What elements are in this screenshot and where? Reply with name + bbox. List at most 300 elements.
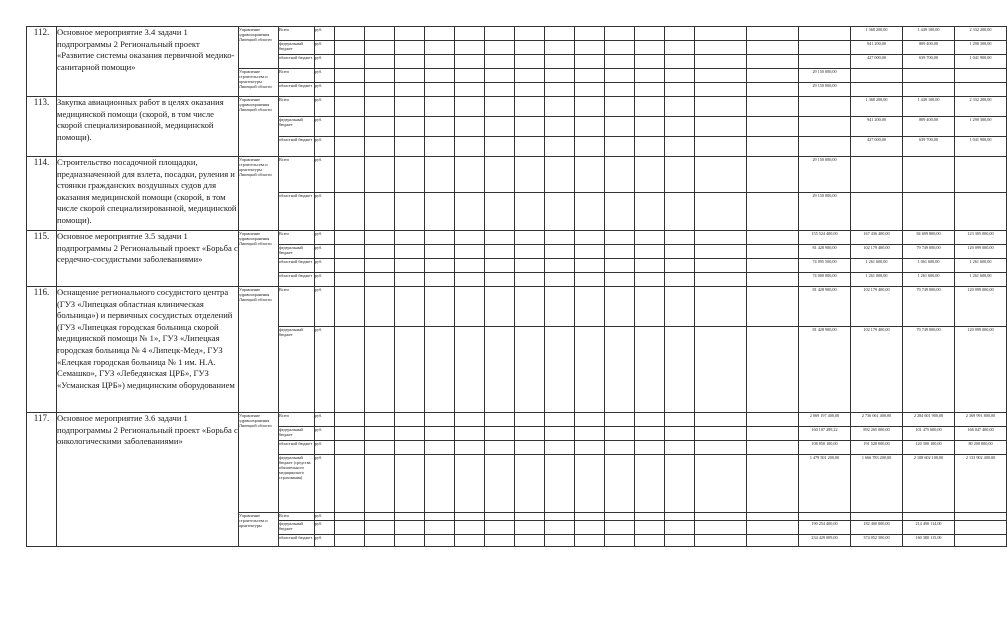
table-row bbox=[27, 287, 1007, 327]
value-cell: 1 261 000,00 bbox=[851, 273, 903, 287]
value-cell bbox=[747, 117, 799, 137]
empty-cell bbox=[455, 97, 485, 117]
value-cell bbox=[747, 535, 799, 547]
row-number: 117. bbox=[27, 413, 57, 547]
program-financing-table bbox=[26, 26, 1007, 547]
value-cell: 80 200 000,00 bbox=[955, 441, 1007, 455]
empty-cell bbox=[365, 521, 395, 535]
value-cell bbox=[955, 535, 1007, 547]
empty-cell bbox=[575, 287, 605, 327]
empty-cell bbox=[335, 427, 365, 441]
empty-cell bbox=[635, 513, 665, 521]
empty-cell bbox=[455, 427, 485, 441]
empty-cell bbox=[545, 55, 575, 69]
empty-cell bbox=[335, 327, 365, 413]
empty-cell bbox=[515, 535, 545, 547]
empty-cell bbox=[515, 97, 545, 117]
funding-source: областной бюджет bbox=[279, 83, 315, 97]
value-cell bbox=[747, 27, 799, 41]
empty-cell bbox=[545, 117, 575, 137]
empty-cell bbox=[635, 193, 665, 231]
empty-cell bbox=[575, 521, 605, 535]
value-cell: 81 428 900,00 bbox=[799, 287, 851, 327]
value-cell bbox=[851, 513, 903, 521]
empty-cell bbox=[665, 535, 695, 547]
empty-cell bbox=[365, 327, 395, 413]
funding-source: Всего bbox=[279, 287, 315, 327]
value-cell bbox=[695, 273, 747, 287]
value-cell bbox=[851, 69, 903, 83]
unit: руб. bbox=[315, 231, 335, 245]
empty-cell bbox=[605, 513, 635, 521]
empty-cell bbox=[455, 137, 485, 157]
empty-cell bbox=[665, 69, 695, 83]
value-cell bbox=[747, 273, 799, 287]
empty-cell bbox=[425, 157, 455, 193]
row-number: 113. bbox=[27, 97, 57, 157]
empty-cell bbox=[365, 245, 395, 259]
empty-cell bbox=[575, 259, 605, 273]
empty-cell bbox=[335, 117, 365, 137]
unit: руб. bbox=[315, 193, 335, 231]
value-cell bbox=[695, 427, 747, 441]
empty-cell bbox=[665, 117, 695, 137]
empty-cell bbox=[665, 137, 695, 157]
empty-cell bbox=[665, 441, 695, 455]
unit: руб. bbox=[315, 513, 335, 521]
empty-cell bbox=[335, 273, 365, 287]
unit: руб. bbox=[315, 97, 335, 117]
value-cell bbox=[747, 427, 799, 441]
empty-cell bbox=[485, 97, 515, 117]
empty-cell bbox=[455, 41, 485, 55]
empty-cell bbox=[545, 455, 575, 513]
empty-cell bbox=[455, 273, 485, 287]
empty-cell bbox=[425, 69, 455, 83]
empty-cell bbox=[635, 535, 665, 547]
value-cell bbox=[955, 193, 1007, 231]
empty-cell bbox=[335, 83, 365, 97]
value-cell: 120 099 000,00 bbox=[955, 287, 1007, 327]
empty-cell bbox=[665, 97, 695, 117]
empty-cell bbox=[455, 245, 485, 259]
empty-cell bbox=[635, 273, 665, 287]
empty-cell bbox=[515, 287, 545, 327]
empty-cell bbox=[515, 69, 545, 83]
value-cell: 190 254 400,00 bbox=[799, 521, 851, 535]
value-cell: 234 429 009,00 bbox=[799, 535, 851, 547]
empty-cell bbox=[515, 259, 545, 273]
value-cell bbox=[695, 455, 747, 513]
executor: Управление строительства и архитектуры Липецкой области bbox=[239, 69, 279, 97]
empty-cell bbox=[395, 193, 425, 231]
empty-cell bbox=[635, 137, 665, 157]
empty-cell bbox=[365, 83, 395, 97]
empty-cell bbox=[335, 27, 365, 41]
unit: руб. bbox=[315, 259, 335, 273]
funding-source: областной бюджет bbox=[279, 259, 315, 273]
empty-cell bbox=[485, 521, 515, 535]
empty-cell bbox=[335, 193, 365, 231]
value-cell bbox=[695, 245, 747, 259]
empty-cell bbox=[575, 327, 605, 413]
value-cell: 1 041 900,00 bbox=[955, 55, 1007, 69]
empty-cell bbox=[485, 245, 515, 259]
empty-cell bbox=[545, 259, 575, 273]
executor: Управление здравоохранения Липецкой области bbox=[239, 287, 279, 413]
value-cell: 108 850 100,00 bbox=[799, 441, 851, 455]
empty-cell bbox=[545, 287, 575, 327]
value-cell: 155 524 400,00 bbox=[799, 231, 851, 245]
value-cell bbox=[903, 513, 955, 521]
empty-cell bbox=[665, 259, 695, 273]
empty-cell bbox=[335, 441, 365, 455]
table-row bbox=[27, 97, 1007, 117]
empty-cell bbox=[605, 137, 635, 157]
value-cell bbox=[851, 157, 903, 193]
value-cell: 1 449 100,00 bbox=[903, 97, 955, 117]
empty-cell bbox=[395, 231, 425, 245]
value-cell bbox=[903, 83, 955, 97]
value-cell: 639 700,00 bbox=[903, 55, 955, 69]
empty-cell bbox=[635, 259, 665, 273]
value-cell: 2 369 991 800,00 bbox=[955, 413, 1007, 427]
value-cell bbox=[747, 413, 799, 427]
value-cell: 81 428 900,00 bbox=[799, 327, 851, 413]
funding-source: областной бюджет bbox=[279, 55, 315, 69]
empty-cell bbox=[545, 27, 575, 41]
empty-cell bbox=[485, 27, 515, 41]
empty-cell bbox=[605, 231, 635, 245]
empty-cell bbox=[425, 455, 455, 513]
empty-cell bbox=[665, 83, 695, 97]
empty-cell bbox=[575, 97, 605, 117]
value-cell: 1 368 200,00 bbox=[851, 97, 903, 117]
empty-cell bbox=[425, 55, 455, 69]
empty-cell bbox=[395, 413, 425, 427]
funding-source: федеральный бюджет bbox=[279, 117, 315, 137]
value-cell: 166 047 400,00 bbox=[955, 427, 1007, 441]
unit: руб. bbox=[315, 521, 335, 535]
empty-cell bbox=[605, 27, 635, 41]
empty-cell bbox=[515, 413, 545, 427]
empty-cell bbox=[485, 193, 515, 231]
executor: Управление строительства и архитектуры bbox=[239, 513, 279, 547]
value-cell: 120 300 100,00 bbox=[903, 441, 955, 455]
empty-cell bbox=[425, 27, 455, 41]
empty-cell bbox=[665, 521, 695, 535]
value-cell: 1 479 501 200,00 bbox=[799, 455, 851, 513]
value-cell bbox=[955, 157, 1007, 193]
value-cell: 120 099 000,00 bbox=[955, 327, 1007, 413]
empty-cell bbox=[545, 69, 575, 83]
funding-source: Всего bbox=[279, 231, 315, 245]
empty-cell bbox=[395, 259, 425, 273]
funding-source: федеральный бюджет bbox=[279, 245, 315, 259]
empty-cell bbox=[665, 245, 695, 259]
empty-cell bbox=[425, 427, 455, 441]
empty-cell bbox=[485, 441, 515, 455]
empty-cell bbox=[455, 27, 485, 41]
empty-cell bbox=[635, 157, 665, 193]
value-cell bbox=[695, 193, 747, 231]
empty-cell bbox=[485, 117, 515, 137]
empty-cell bbox=[515, 231, 545, 245]
empty-cell bbox=[605, 273, 635, 287]
empty-cell bbox=[575, 513, 605, 521]
value-cell bbox=[747, 83, 799, 97]
empty-cell bbox=[395, 535, 425, 547]
event-name: Закупка авиационных работ в целях оказания медицинской помощи (скорой, в том числе скорой специализированной, медицинской помощи). bbox=[57, 97, 239, 157]
empty-cell bbox=[665, 27, 695, 41]
empty-cell bbox=[635, 413, 665, 427]
empty-cell bbox=[605, 55, 635, 69]
funding-source: федеральный бюджет bbox=[279, 521, 315, 535]
empty-cell bbox=[635, 427, 665, 441]
unit: руб. bbox=[315, 455, 335, 513]
value-cell bbox=[695, 231, 747, 245]
empty-cell bbox=[665, 157, 695, 193]
value-cell bbox=[747, 193, 799, 231]
value-cell bbox=[799, 137, 851, 157]
empty-cell bbox=[575, 157, 605, 193]
value-cell: 809 400,00 bbox=[903, 41, 955, 55]
empty-cell bbox=[365, 259, 395, 273]
value-cell bbox=[695, 137, 747, 157]
empty-cell bbox=[425, 137, 455, 157]
empty-cell bbox=[335, 41, 365, 55]
value-cell bbox=[747, 245, 799, 259]
empty-cell bbox=[605, 83, 635, 97]
empty-cell bbox=[485, 535, 515, 547]
executor: Управление здравоохранения Липецкой области bbox=[239, 97, 279, 157]
empty-cell bbox=[425, 521, 455, 535]
empty-cell bbox=[545, 41, 575, 55]
value-cell: 1 261 600,00 bbox=[955, 259, 1007, 273]
empty-cell bbox=[515, 193, 545, 231]
executor: Управление здравоохранения Липецкой области bbox=[239, 413, 279, 513]
empty-cell bbox=[395, 455, 425, 513]
empty-cell bbox=[425, 193, 455, 231]
event-name: Оснащение регионального сосудистого центра (ГУЗ «Липецкая областная клиническая больница») и первичных сосудистых отделений (ГУЗ «Липецкая городская больница скорой медицинской помощи № 1», ГУЗ «Липецкая городская больница № 4 «Липецк-Мед», ГУЗ «Елецкая городская больница № 1 им. Н.А. Семашко», ГУЗ «Лебедянская ЦРБ», ГУЗ «Усманская ЦРБ») медицинским оборудованием bbox=[57, 287, 239, 413]
empty-cell bbox=[365, 413, 395, 427]
value-cell: 29 150 000,00 bbox=[799, 193, 851, 231]
empty-cell bbox=[635, 327, 665, 413]
empty-cell bbox=[545, 327, 575, 413]
empty-cell bbox=[635, 245, 665, 259]
empty-cell bbox=[485, 137, 515, 157]
unit: руб. bbox=[315, 137, 335, 157]
empty-cell bbox=[515, 455, 545, 513]
funding-source: федеральный бюджет bbox=[279, 327, 315, 413]
empty-cell bbox=[485, 327, 515, 413]
value-cell: 1 290 300,00 bbox=[955, 41, 1007, 55]
empty-cell bbox=[455, 193, 485, 231]
empty-cell bbox=[605, 69, 635, 83]
empty-cell bbox=[425, 513, 455, 521]
empty-cell bbox=[485, 259, 515, 273]
empty-cell bbox=[425, 535, 455, 547]
empty-cell bbox=[365, 55, 395, 69]
empty-cell bbox=[635, 83, 665, 97]
empty-cell bbox=[455, 259, 485, 273]
empty-cell bbox=[335, 97, 365, 117]
value-cell bbox=[747, 97, 799, 117]
empty-cell bbox=[605, 327, 635, 413]
empty-cell bbox=[455, 535, 485, 547]
value-cell bbox=[747, 41, 799, 55]
empty-cell bbox=[455, 55, 485, 69]
empty-cell bbox=[545, 273, 575, 287]
empty-cell bbox=[575, 69, 605, 83]
value-cell bbox=[851, 193, 903, 231]
empty-cell bbox=[365, 193, 395, 231]
empty-cell bbox=[455, 455, 485, 513]
event-name: Основное мероприятие 3.5 задачи 1 подпрограммы 2 Региональный проект «Борьба с сердечно-сосудистыми заболеваниями» bbox=[57, 231, 239, 287]
unit: руб. bbox=[315, 535, 335, 547]
empty-cell bbox=[395, 69, 425, 83]
empty-cell bbox=[545, 427, 575, 441]
empty-cell bbox=[455, 441, 485, 455]
empty-cell bbox=[485, 231, 515, 245]
empty-cell bbox=[395, 427, 425, 441]
unit: руб. bbox=[315, 55, 335, 69]
empty-cell bbox=[605, 535, 635, 547]
empty-cell bbox=[395, 83, 425, 97]
funding-source: Всего bbox=[279, 157, 315, 193]
empty-cell bbox=[635, 97, 665, 117]
empty-cell bbox=[365, 231, 395, 245]
empty-cell bbox=[335, 69, 365, 83]
empty-cell bbox=[455, 413, 485, 427]
empty-cell bbox=[575, 245, 605, 259]
empty-cell bbox=[515, 55, 545, 69]
funding-source: областной бюджет bbox=[279, 193, 315, 231]
funding-source: Всего bbox=[279, 97, 315, 117]
empty-cell bbox=[605, 97, 635, 117]
value-cell: 374 052 500,00 bbox=[851, 535, 903, 547]
value-cell: 29 150 000,00 bbox=[799, 83, 851, 97]
empty-cell bbox=[365, 455, 395, 513]
empty-cell bbox=[485, 41, 515, 55]
empty-cell bbox=[545, 83, 575, 97]
empty-cell bbox=[365, 117, 395, 137]
empty-cell bbox=[635, 455, 665, 513]
empty-cell bbox=[545, 441, 575, 455]
empty-cell bbox=[515, 245, 545, 259]
value-cell: 84 699 800,00 bbox=[903, 231, 955, 245]
empty-cell bbox=[545, 193, 575, 231]
value-cell: 639 700,00 bbox=[903, 137, 955, 157]
empty-cell bbox=[515, 41, 545, 55]
empty-cell bbox=[365, 287, 395, 327]
empty-cell bbox=[335, 535, 365, 547]
event-name: Строительство посадочной площадки, предназначенной для взлета, посадки, руления и стоянки гражданских воздушных судов для оказания медицинской помощи (скорой, в том числе скорой специализированной, медицинской помощи). bbox=[57, 157, 239, 231]
empty-cell bbox=[485, 287, 515, 327]
value-cell: 1 061 600,00 bbox=[903, 259, 955, 273]
empty-cell bbox=[335, 231, 365, 245]
empty-cell bbox=[575, 137, 605, 157]
unit: руб. bbox=[315, 245, 335, 259]
value-cell bbox=[695, 441, 747, 455]
value-cell bbox=[903, 69, 955, 83]
empty-cell bbox=[455, 157, 485, 193]
value-cell bbox=[799, 513, 851, 521]
empty-cell bbox=[575, 231, 605, 245]
table-row bbox=[27, 27, 1007, 41]
value-cell bbox=[695, 97, 747, 117]
empty-cell bbox=[425, 287, 455, 327]
value-cell bbox=[955, 69, 1007, 83]
value-cell bbox=[799, 41, 851, 55]
empty-cell bbox=[575, 413, 605, 427]
value-cell bbox=[747, 69, 799, 83]
empty-cell bbox=[455, 231, 485, 245]
value-cell: 1 261 600,00 bbox=[851, 259, 903, 273]
value-cell bbox=[747, 441, 799, 455]
value-cell: 79 749 000,00 bbox=[903, 287, 955, 327]
empty-cell bbox=[515, 83, 545, 97]
empty-cell bbox=[425, 97, 455, 117]
empty-cell bbox=[605, 521, 635, 535]
unit: руб. bbox=[315, 273, 335, 287]
empty-cell bbox=[635, 41, 665, 55]
empty-cell bbox=[545, 231, 575, 245]
empty-cell bbox=[395, 157, 425, 193]
empty-cell bbox=[515, 513, 545, 521]
empty-cell bbox=[665, 55, 695, 69]
value-cell bbox=[747, 287, 799, 327]
empty-cell bbox=[425, 259, 455, 273]
executor: Управление здравоохранения Липецкой области bbox=[239, 27, 279, 69]
empty-cell bbox=[575, 193, 605, 231]
unit: руб. bbox=[315, 117, 335, 137]
value-cell bbox=[799, 97, 851, 117]
value-cell: 892 265 000,00 bbox=[851, 427, 903, 441]
unit: руб. bbox=[315, 327, 335, 413]
unit: руб. bbox=[315, 41, 335, 55]
empty-cell bbox=[545, 513, 575, 521]
value-cell: 123 305 000,00 bbox=[955, 231, 1007, 245]
value-cell: 1 368 200,00 bbox=[851, 27, 903, 41]
funding-source: Всего bbox=[279, 27, 315, 41]
empty-cell bbox=[635, 69, 665, 83]
empty-cell bbox=[575, 117, 605, 137]
empty-cell bbox=[605, 455, 635, 513]
value-cell: 1 261 600,00 bbox=[903, 273, 955, 287]
funding-source: областной бюджет bbox=[279, 441, 315, 455]
empty-cell bbox=[515, 273, 545, 287]
empty-cell bbox=[575, 41, 605, 55]
empty-cell bbox=[515, 157, 545, 193]
value-cell bbox=[799, 27, 851, 41]
funding-source: областной бюджет bbox=[279, 137, 315, 157]
empty-cell bbox=[425, 245, 455, 259]
value-cell: 1 290 300,00 bbox=[955, 117, 1007, 137]
unit: руб. bbox=[315, 27, 335, 41]
empty-cell bbox=[515, 441, 545, 455]
row-number: 115. bbox=[27, 231, 57, 287]
row-number: 114. bbox=[27, 157, 57, 231]
value-cell: 1 666 783 200,00 bbox=[851, 455, 903, 513]
value-cell bbox=[903, 193, 955, 231]
empty-cell bbox=[545, 245, 575, 259]
value-cell: 79 749 000,00 bbox=[903, 327, 955, 413]
empty-cell bbox=[395, 513, 425, 521]
empty-cell bbox=[665, 413, 695, 427]
value-cell bbox=[695, 83, 747, 97]
empty-cell bbox=[665, 193, 695, 231]
